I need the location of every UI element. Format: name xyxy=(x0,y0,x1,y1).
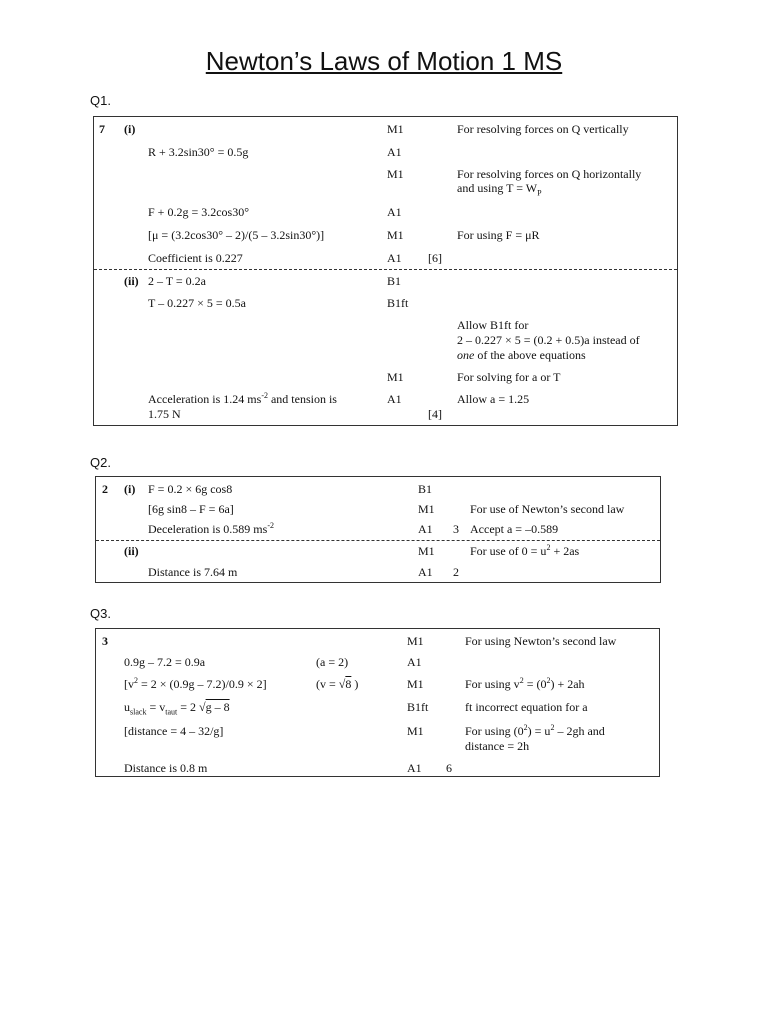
note: Allow a = 1.25 xyxy=(457,392,530,406)
q1-label: Q1. xyxy=(90,93,111,108)
total-marks: 2 xyxy=(453,565,459,579)
question-number: 3 xyxy=(102,634,108,648)
q2-label: Q2. xyxy=(90,455,111,470)
q3-markscheme-table xyxy=(95,628,660,777)
working: [distance = 4 – 32/g] xyxy=(124,724,224,738)
working: Acceleration is 1.24 $ms^{-2}$ and tension is xyxy=(148,391,337,406)
mark: M1 xyxy=(387,370,404,384)
divider xyxy=(94,269,677,270)
note: For resolving forces on Q vertically xyxy=(457,122,629,136)
note: Accept a = –0.589 xyxy=(470,522,559,536)
part-label: (i) xyxy=(124,122,136,136)
working: F = 0.2 × 6g cos8 xyxy=(148,482,233,496)
result: (v = √8 ) xyxy=(316,677,359,691)
part-label: (ii) xyxy=(124,544,139,558)
working: 0.9g – 7.2 = 0.9a xyxy=(124,655,206,669)
note: For use of $0 = u^2 + 2as$ xyxy=(470,543,580,558)
note: For use of Newton’s second law xyxy=(470,502,625,516)
working: Distance is 0.8 m xyxy=(124,761,208,775)
result: (a = 2) xyxy=(316,655,349,669)
mark: M1 xyxy=(387,122,404,136)
note: For solving for a or T xyxy=(457,370,561,384)
note: and using $T = W_P$ xyxy=(457,181,542,198)
q2-markscheme-table xyxy=(95,476,661,583)
mark: M1 xyxy=(387,167,404,181)
working: F + 0.2g = 3.2cos30° xyxy=(148,205,250,219)
mark: M1 xyxy=(418,502,435,516)
working: T – 0.227 × 5 = 0.5a xyxy=(148,296,246,310)
part-label: (ii) xyxy=(124,274,139,288)
q3-label: Q3. xyxy=(90,606,111,621)
working: Distance is 7.64 m xyxy=(148,565,238,579)
part-label: (i) xyxy=(124,482,136,496)
mark: A1 xyxy=(387,392,402,406)
mark: M1 xyxy=(418,544,435,558)
mark: A1 xyxy=(407,655,422,669)
mark: M1 xyxy=(407,634,424,648)
total-marks: [6] xyxy=(428,251,442,265)
mark: B1 xyxy=(387,274,402,288)
note: 2 – 0.227 × 5 = (0.2 + 0.5)a instead of xyxy=(457,333,640,347)
note: For using Newton’s second law xyxy=(465,634,617,648)
working: 2 – T = 0.2a xyxy=(148,274,206,288)
mark: B1 xyxy=(418,482,433,496)
q1-markscheme-table xyxy=(93,116,678,426)
mark: A1 xyxy=(387,251,402,265)
total-marks: [4] xyxy=(428,407,442,421)
note: For resolving forces on Q horizontally xyxy=(457,167,642,181)
note: distance = 2h xyxy=(465,739,530,753)
working: $[v^2 = 2 \times (0.9g - 7.2)/0.9 \times 2]$ xyxy=(124,676,267,691)
divider xyxy=(96,540,660,541)
mark: A1 xyxy=(387,205,402,219)
page-title: Newton’s Laws of Motion 1 MS xyxy=(205,46,563,76)
mark: B1ft xyxy=(387,296,409,310)
mark: A1 xyxy=(407,761,422,775)
working: $u_{slack} = v_{taut} = 2$ √g – 8 xyxy=(124,700,230,717)
mark: B1ft xyxy=(407,700,429,714)
total-marks: 6 xyxy=(446,761,452,775)
note: For using $(0^2) = u^2 - 2gh$ and xyxy=(465,723,605,738)
note: one of the above equations xyxy=(457,348,586,362)
mark: A1 xyxy=(418,522,433,536)
mark: M1 xyxy=(407,724,424,738)
question-number: 2 xyxy=(102,482,108,496)
note: For using F = μR xyxy=(457,228,540,242)
working: Deceleration is 0.589 $ms^{-2}$ xyxy=(148,521,274,536)
working: R + 3.2sin30° = 0.5g xyxy=(148,145,249,159)
mark: A1 xyxy=(387,145,402,159)
working: 1.75 N xyxy=(148,407,181,421)
mark: M1 xyxy=(387,228,404,242)
working: [μ = (3.2cos30° – 2)/(5 – 3.2sin30°)] xyxy=(148,228,325,242)
working: [6g sin8 – F = 6a] xyxy=(148,502,234,516)
note: ft incorrect equation for a xyxy=(465,700,588,714)
mark: A1 xyxy=(418,565,433,579)
working: Coefficient is 0.227 xyxy=(148,251,243,265)
question-number: 7 xyxy=(99,122,105,136)
note: For using $v^2 = (0^2) + 2ah$ xyxy=(465,676,585,691)
note: Allow B1ft for xyxy=(457,318,529,332)
total-marks: 3 xyxy=(453,522,459,536)
mark: M1 xyxy=(407,677,424,691)
